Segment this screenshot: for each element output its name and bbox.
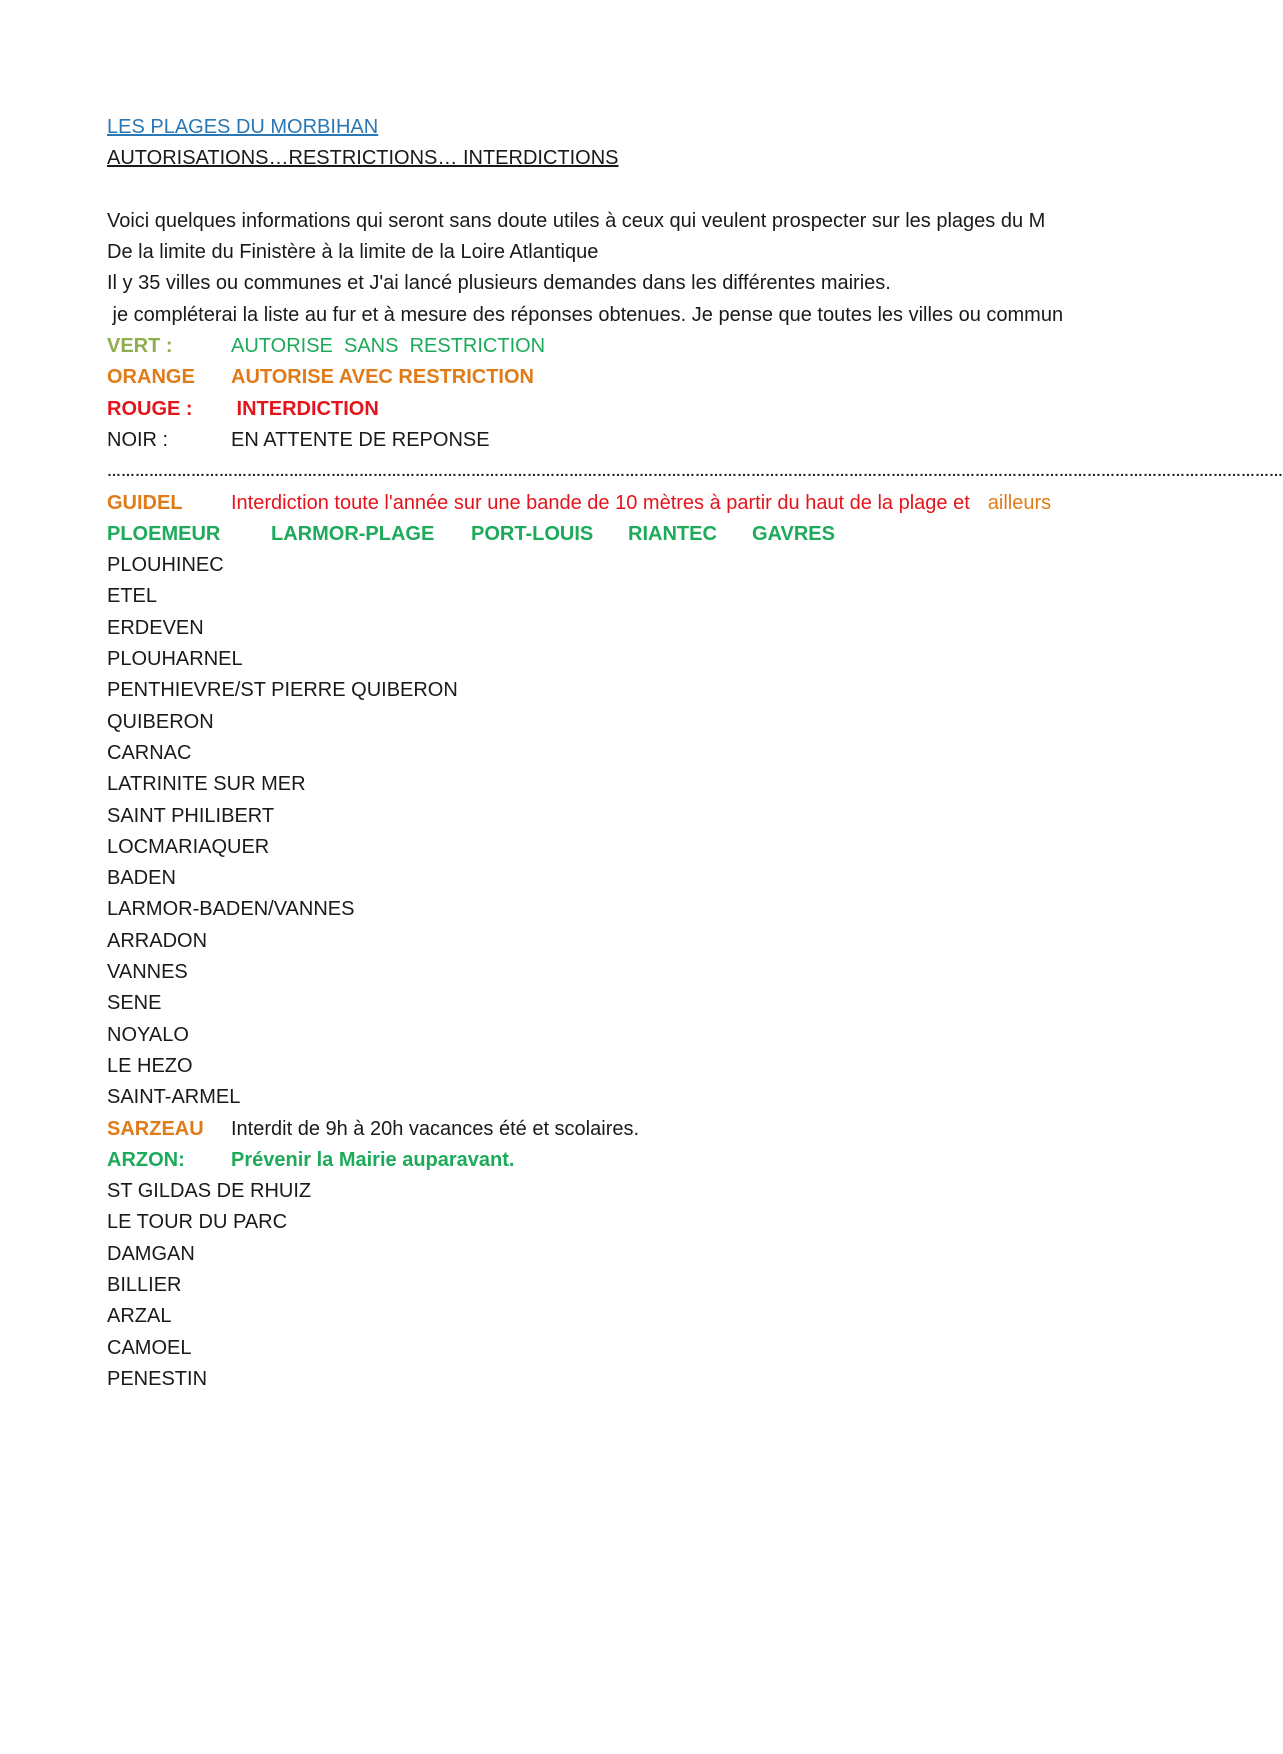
intro-line-2: De la limite du Finistère à la limite de la Loire Atlantique xyxy=(107,241,599,264)
commune-list-item: ERDEVEN xyxy=(107,616,204,639)
legend-vert-text: AUTORISE SANS RESTRICTION xyxy=(231,335,546,358)
commune-list-item: BILLIER xyxy=(107,1273,182,1296)
commune-list-item: PENESTIN xyxy=(107,1367,208,1390)
commune-list-item: LATRINITE SUR MER xyxy=(107,773,306,796)
commune-guidel-name: GUIDEL xyxy=(107,491,183,514)
legend-vert-label: VERT : xyxy=(107,335,173,358)
commune-list-item: SAINT PHILIBERT xyxy=(107,804,275,827)
spacer xyxy=(107,175,1097,206)
commune-list-item: NOYALO xyxy=(107,1023,189,1046)
legend-noir-text: EN ATTENTE DE REPONSE xyxy=(231,428,490,451)
commune-list-item: LARMOR-BADEN/VANNES xyxy=(107,898,355,921)
commune-list-item: QUIBERON xyxy=(107,710,214,733)
commune-list-item: PLOUHINEC xyxy=(107,554,224,577)
commune-sarzeau xyxy=(107,1114,1097,1145)
legend-noir-label: NOIR : xyxy=(107,428,169,451)
commune-list-item: SAINT-ARMEL xyxy=(107,1086,241,1109)
commune-arzon-name: ARZON: xyxy=(107,1148,185,1171)
document-subtitle: AUTORISATIONS…RESTRICTIONS… INTERDICTIONS xyxy=(107,147,619,170)
commune-list-item: DAMGAN xyxy=(107,1242,195,1265)
commune-list-item: LE HEZO xyxy=(107,1054,193,1077)
legend-rouge xyxy=(107,394,1097,425)
commune-sarzeau-rule: Interdit de 9h à 20h vacances été et scolaires. xyxy=(231,1117,640,1140)
commune-arzon-rule: Prévenir la Mairie auparavant. xyxy=(231,1148,515,1171)
document-page xyxy=(107,112,1283,1395)
subtitle-row xyxy=(107,143,1097,174)
legend-rouge-text: INTERDICTION xyxy=(231,397,379,420)
intro-line-3: Il y 35 villes ou communes et J'ai lancé plusieurs demandes dans les différentes mairies. xyxy=(107,272,891,295)
commune-list-item: VANNES xyxy=(107,961,188,984)
commune-list-item: SENE xyxy=(107,992,162,1015)
commune-list-item: ETEL xyxy=(107,585,158,608)
commune-guidel-extra: ailleurs xyxy=(987,491,1052,514)
legend-orange-text: AUTORISE AVEC RESTRICTION xyxy=(231,366,534,389)
commune-list-item: CARNAC xyxy=(107,741,192,764)
commune-guidel xyxy=(107,488,1097,519)
legend-noir xyxy=(107,425,1097,456)
commune-list-item: ARRADON xyxy=(107,929,208,952)
commune-list-item: BADEN xyxy=(107,867,176,890)
green-communes-row xyxy=(107,519,1097,550)
commune-gavres: GAVRES xyxy=(752,522,835,545)
legend-orange-label: ORANGE xyxy=(107,366,195,389)
commune-list-item: CAMOEL xyxy=(107,1336,192,1359)
legend-orange xyxy=(107,362,1097,393)
commune-arzon xyxy=(107,1145,1097,1176)
legend-vert xyxy=(107,331,1097,362)
commune-list-item: LE TOUR DU PARC xyxy=(107,1211,288,1234)
legend-rouge-label: ROUGE : xyxy=(107,397,193,420)
commune-ploemeur: PLOEMEUR xyxy=(107,522,221,545)
commune-list-item: PLOUHARNEL xyxy=(107,648,243,671)
separator: ……………………………………………………………………………………………………………………………………………………………………………………………………………………………… xyxy=(107,463,1283,480)
commune-port-louis: PORT-LOUIS xyxy=(471,522,594,545)
commune-list-item: LOCMARIAQUER xyxy=(107,835,270,858)
commune-guidel-rule: Interdiction toute l'année sur une bande de 10 mètres à partir du haut de la plage et xyxy=(231,491,970,514)
commune-larmor-plage: LARMOR-PLAGE xyxy=(271,522,435,545)
title-row xyxy=(107,112,1097,143)
commune-riantec: RIANTEC xyxy=(628,522,717,545)
commune-list-item: ARZAL xyxy=(107,1305,172,1328)
commune-list-item: ST GILDAS DE RHUIZ xyxy=(107,1180,312,1203)
intro-line-1: Voici quelques informations qui seront sans doute utiles à ceux qui veulent prospecter sur les plages du M xyxy=(107,209,1046,232)
commune-sarzeau-name: SARZEAU xyxy=(107,1117,204,1140)
intro-line-4: je compléterai la liste au fur et à mesure des réponses obtenues. Je pense que toutes les villes ou commun xyxy=(107,303,1064,326)
commune-list-item: PENTHIEVRE/ST PIERRE QUIBERON xyxy=(107,679,458,702)
document-title-link[interactable]: LES PLAGES DU MORBIHAN xyxy=(107,116,379,138)
